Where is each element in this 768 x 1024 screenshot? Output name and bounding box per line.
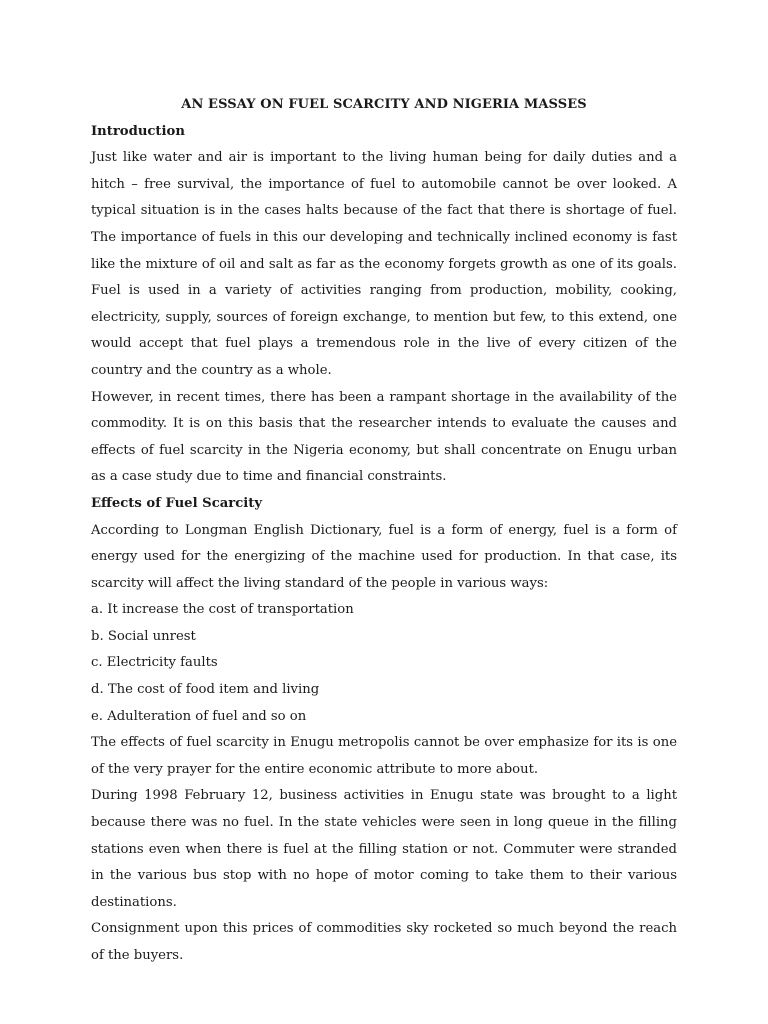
section-heading-effects: Effects of Fuel Scarcity bbox=[91, 495, 263, 511]
paragraph: The effects of fuel scarcity in Enugu metropolis cannot be over emphasize for its is one of the very prayer for the entire economic attribute to more about. bbox=[91, 735, 677, 777]
paragraph: However, in recent times, there has been a rampant shortage in the availability of the commodity. It is on this basis that the researcher intends to evaluate the causes and effects of fuel scarcity in the Nigeria economy, but shall concentrate on Enugu urban as a case study due to time and financial constraints. bbox=[91, 389, 677, 485]
paragraph: Just like water and air is important to the living human being for daily duties and a hitch – free survival, the importance of fuel to automobile cannot be over looked. A typical situation is in the cases halts because of the fact that there is shortage of fuel. The importance of fuels in this our developing and technically inclined economy is fast like the mixture of oil and salt as far as the economy forgets growth as one of its goals. Fuel is used in a variety of activities ranging from production, mobility, cooking, electricity, supply, sources of foreign exchange, to mention but few, to this extend, one would accept that fuel plays a tremendous role in the live of every citizen of the country and the country as a whole. bbox=[91, 150, 677, 378]
document-body bbox=[91, 92, 677, 970]
document-title: AN ESSAY ON FUEL SCARCITY AND NIGERIA MASSES bbox=[181, 97, 587, 112]
list-item: e. Adulteration of fuel and so on bbox=[91, 708, 307, 724]
section-heading-introduction: Introduction bbox=[91, 123, 185, 139]
list-item: d. The cost of food item and living bbox=[91, 682, 320, 698]
list-item: c. Electricity faults bbox=[91, 655, 218, 671]
list-item: a. It increase the cost of transportation bbox=[91, 602, 354, 618]
paragraph: According to Longman English Dictionary, fuel is a form of energy, fuel is a form of energy used for the energizing of the machine used for production. In that case, its scarcity will affect the living standard of the people in various ways: bbox=[91, 522, 677, 591]
paragraph: Consignment upon this prices of commodities sky rocketed so much beyond the reach of the buyers. bbox=[91, 921, 677, 963]
paragraph: During 1998 February 12, business activities in Enugu state was brought to a light because there was no fuel. In the state vehicles were seen in long queue in the filling stations even when there is fuel at the filling station or not. Commuter were stranded in the various bus stop with no hope of motor coming to take them to their various destinations. bbox=[91, 788, 677, 910]
list-item: b. Social unrest bbox=[91, 628, 196, 644]
